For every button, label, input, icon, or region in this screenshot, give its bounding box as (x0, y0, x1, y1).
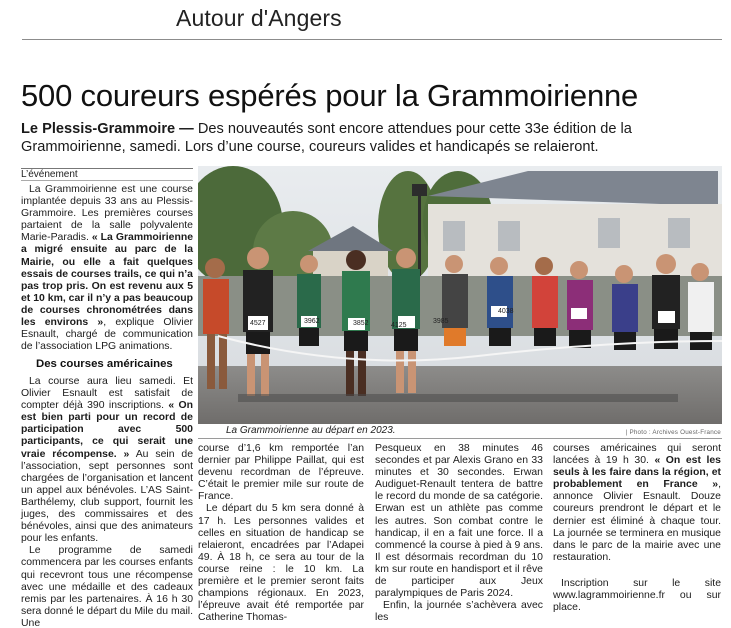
col4-quote: « On est les seuls à les faire dans la région, et probablement en France » (553, 455, 721, 491)
photo-rule (198, 438, 722, 439)
article-kicker: L’événement (21, 168, 193, 181)
col1-p1-c: , explique Olivier Esnault, chargé de communication de l’association LPG animations. (21, 317, 193, 353)
col3-p1: Pesqueux en 38 minutes 46 secondes et par Alexis Grano en 33 minutes et 30 secondes. Erwan Audiguet-Renault tentera de battre le record du monde de sa catégorie. Erwan est un athlète pas comme les autres. Son combat contre le handicap, il en a fait une force. Il a commencé la course à pied à 9 ans. Il est désormais recordman du 10 km sur route en handisport et il rêve de participer aux Jeux paralympiques de Paris 2024. (375, 443, 543, 600)
column-subhead: Des courses américaines (36, 358, 173, 370)
race-bib: 4125 (391, 322, 407, 329)
column-3 (375, 443, 543, 624)
race-bib: 3852 (353, 320, 369, 327)
race-bib: 4527 (250, 320, 266, 327)
column-4 (553, 443, 721, 614)
article-standfirst (21, 121, 721, 156)
col2-p2: Le départ du 5 km sera donné à 17 h. Les personnes valides et celles en situation de handicap se relaieront, encadrées par l’Adapei 49. À 18 h, ce sera au tour de la course reine : le 10 km. La première et le premier seront faits champions régionaux. En 2023, l’épreuve avait été remportée par Catherine Thomas- (198, 503, 364, 624)
column-1-top (21, 184, 193, 353)
photo-caption: La Grammoirienne au départ en 2023. (226, 425, 396, 436)
col1-p1-a: La Grammoirienne est une course implantée depuis 33 ans au Plessis-Grammoire. Les premières courses partaient de la salle polyvalente Marie-Paradis. (21, 184, 193, 244)
section-header (22, 2, 722, 40)
race-bib: 3962 (304, 318, 320, 325)
col1-p2-c: Au sein de l’association, sept personnes sont chargées de l’organisation et lancent un appel aux bénévoles. L’AS Saint-Barthélemy, club support, fournit les juges, des commissaires et des bénévoles, ainsi que des animateurs pour les enfants. (21, 448, 194, 545)
col3-p2: Enfin, la journée s’achèvera avec les (375, 600, 543, 624)
col4-p2: Inscription sur le site www.lagrammoirienne.fr ou sur place. (553, 577, 721, 614)
col4-c: , annonce Olivier Esnault. Douze coureurs prendront le départ et le dernier est éliminé à chaque tour. La journée se terminera en musique dans le parc de la mairie avec une restauration. (553, 479, 721, 563)
col2-p1: course d’1,6 km remportée l’an dernier par Philippe Paillat, qui est devenu recordman de l’épreuve. C’était le premier mile sur route de France. (198, 443, 364, 503)
column-1-bottom (21, 376, 193, 628)
col1-p2-quote: « On est bien parti pour un record de participation avec 500 participants, ce qui serait une vraie récompense. » (21, 400, 194, 460)
race-bib: 3985 (433, 318, 449, 325)
race-bib: 4038 (498, 308, 514, 315)
col1-p2-a: La course aura lieu samedi. Et Olivier Esnault est satisfait de compter déjà 390 inscriptions. (21, 376, 193, 412)
standfirst-text: Des nouveautés sont encore attendues pour cette 33e édition de la Grammoirienne, samedi. Lors d’une course, coureurs valides et handicapés se relaieront. (21, 121, 632, 155)
col4-a: courses américaines qui seront lancées à 19 h 30. (553, 443, 721, 467)
race-start-photo (198, 166, 722, 424)
column-2 (198, 443, 364, 624)
section-title: Autour d'Angers (176, 5, 342, 31)
col1-p1-quote: « La Grammoirienne a migré ensuite au parc de la Mairie, ou elle a fait quelques essais de courses trails, ce qui n’a pas trop pris. On est revenu aux 5 et 10 km, car il n’y a pas beaucoup de courses chronométrées dans les environs » (21, 232, 194, 329)
article-headline: 500 coureurs espérés pour la Grammoirienne (21, 78, 639, 113)
photo-credit: | Photo : Archives Ouest-France (625, 429, 721, 436)
col1-p3: Le programme de samedi commencera par les courses enfants qui recevront tous une récompense avec une médaille et des cadeaux remis par les partenaires. À 16 h 30 sera donné le départ du Mile du mail. Une (21, 545, 193, 628)
standfirst-place: Le Plessis-Grammoire — (21, 121, 194, 137)
